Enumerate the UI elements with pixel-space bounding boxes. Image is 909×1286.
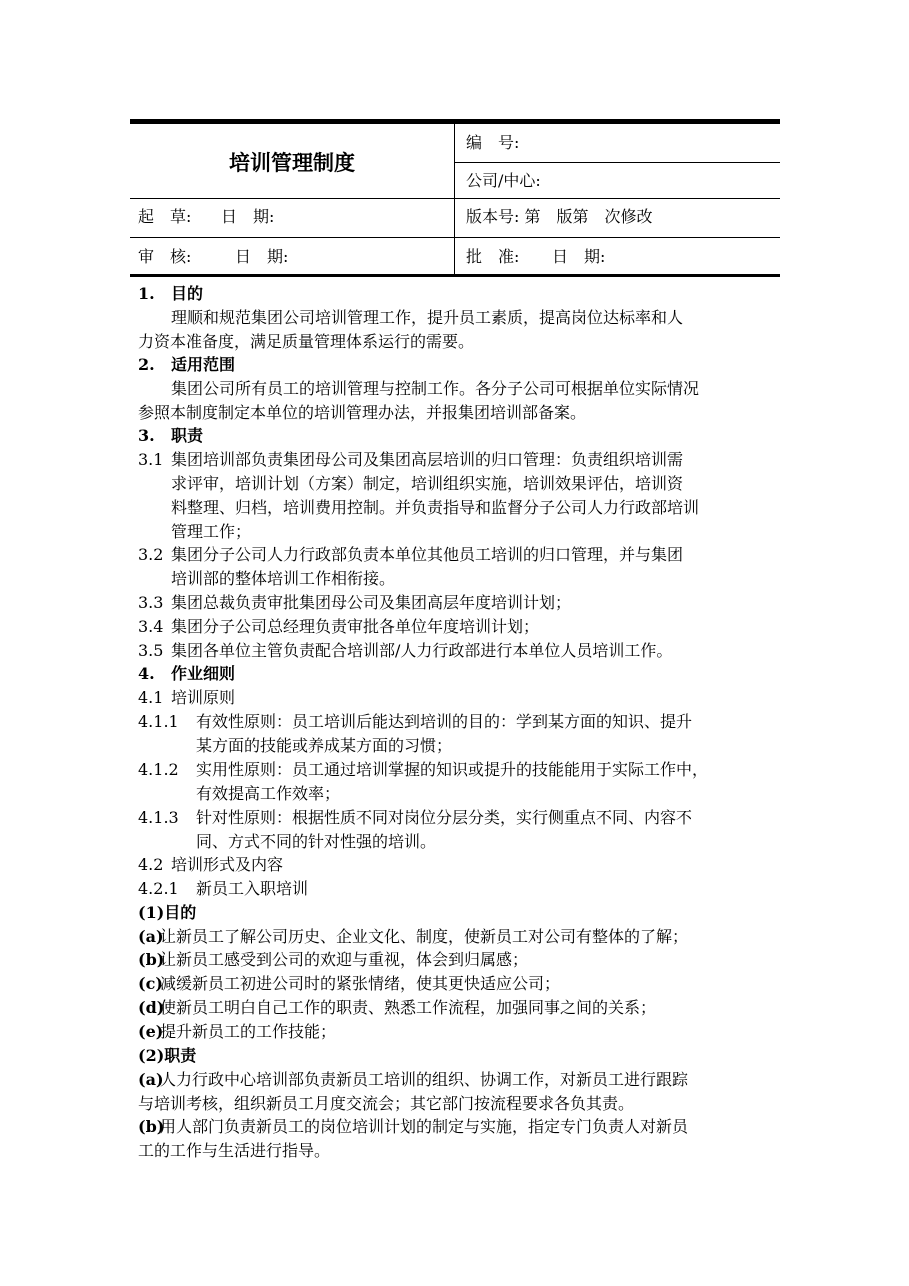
approver-label: 批 准:: [466, 247, 520, 266]
item-number: 4.1.1: [138, 712, 179, 731]
item-line: 集团分子公司总经理负责审批各单位年度培训计划；: [171, 617, 540, 636]
item-number: 3.2: [138, 545, 164, 564]
section-heading: 职责: [171, 426, 204, 445]
section-heading: 目的: [171, 284, 204, 303]
item-line: 有效性原则：员工培训后能达到培训的目的：学到某方面的知识、提升: [196, 712, 693, 731]
section-number: 2.: [138, 355, 155, 374]
header-divider: [130, 237, 780, 238]
item-number: 3.3: [138, 593, 164, 612]
approve-date-label: 日 期:: [552, 247, 606, 266]
item-line: 实用性原则：员工通过培训掌握的知识或提升的技能能用于实际工作中，: [196, 760, 709, 779]
item-number: 3.4: [138, 617, 164, 636]
list-tag: (e): [138, 1022, 164, 1041]
item-number: 3.1: [138, 450, 164, 469]
paragraph-line: 集团公司所有员工的培训管理与控制工作。各分子公司可根据单位实际情况: [171, 379, 700, 398]
version-label: 版本号: 第 版第 次修改: [466, 207, 653, 226]
list-item: 让新员工感受到公司的欢迎与重视，体会到归属感；: [160, 950, 529, 969]
list-tag: (a): [138, 927, 164, 946]
sub-heading: (2)职责: [138, 1046, 197, 1065]
header-bottom-rule: [130, 274, 780, 277]
list-item-continuation: 与培训考核，组织新员工月度交流会；其它部门按流程要求各负其责。: [138, 1094, 635, 1113]
item-number: 3.5: [138, 641, 164, 660]
company-center-label: 公司/中心:: [466, 171, 541, 190]
item-line: 有效提高工作效率；: [196, 784, 341, 803]
list-item: 使新员工明白自己工作的职责、熟悉工作流程，加强同事之间的关系；: [160, 998, 657, 1017]
list-item: 提升新员工的工作技能；: [160, 1022, 337, 1041]
header-column-divider: [454, 124, 455, 274]
sub-heading: (1)目的: [138, 903, 197, 922]
section-number: 4.: [138, 664, 155, 683]
drafter-label: 起 草:: [138, 207, 192, 226]
section-heading: 适用范围: [171, 355, 236, 374]
paragraph-line: 理顺和规范集团公司培训管理工作，提升员工素质，提高岗位达标率和人: [171, 308, 684, 327]
subsection-number: 4.2: [138, 855, 164, 874]
item-number: 4.1.2: [138, 760, 179, 779]
list-item-continuation: 工的工作与生活进行指导。: [138, 1141, 331, 1160]
reviewer-label: 审 核:: [138, 247, 192, 266]
item-line: 集团分子公司人力行政部负责本单位其他员工培训的归口管理，并与集团: [171, 545, 684, 564]
item-line: 料整理、归档，培训费用控制。并负责指导和监督分子公司人力行政部培训: [171, 498, 700, 517]
item-line: 管理工作；: [171, 522, 252, 541]
list-item: 让新员工了解公司历史、企业文化、制度，使新员工对公司有整体的了解；: [160, 927, 689, 946]
list-tag: (d): [138, 998, 165, 1017]
subsection-number: 4.1: [138, 688, 164, 707]
list-item: 人力行政中心培训部负责新员工培训的组织、协调工作，对新员工进行跟踪: [160, 1070, 689, 1089]
item-line: 同、方式不同的针对性强的培训。: [196, 832, 437, 851]
section-number: 1.: [138, 284, 155, 303]
item-line: 某方面的技能或养成某方面的习惯；: [196, 736, 453, 755]
list-tag: (a): [138, 1070, 164, 1089]
document-title: 培训管理制度: [229, 150, 355, 175]
list-tag: (b): [138, 950, 165, 969]
header-top-rule: [130, 119, 780, 124]
list-tag: (c): [138, 974, 163, 993]
doc-code-label: 编 号:: [466, 133, 520, 152]
subsection-heading: 培训形式及内容: [171, 855, 284, 874]
draft-date-label: 日 期:: [221, 207, 275, 226]
paragraph-line: 力资本准备度，满足质量管理体系运行的需要。: [138, 332, 475, 351]
list-tag: (b): [138, 1117, 165, 1136]
header-divider: [455, 162, 780, 163]
item-line: 求评审，培训计划（方案）制定，培训组织实施，培训效果评估，培训资: [171, 474, 684, 493]
item-number: 4.2.1: [138, 879, 179, 898]
item-heading: 新员工入职培训: [196, 879, 309, 898]
item-line: 集团培训部负责集团母公司及集团高层培训的归口管理：负责组织培训需: [171, 450, 684, 469]
item-line: 针对性原则：根据性质不同对岗位分层分类，实行侧重点不同、内容不: [196, 808, 693, 827]
list-item: 减缓新员工初进公司时的紧张情绪，使其更快适应公司；: [160, 974, 561, 993]
section-number: 3.: [138, 426, 155, 445]
item-line: 集团总裁负责审批集团母公司及集团高层年度培训计划；: [171, 593, 572, 612]
header-divider: [130, 198, 780, 199]
paragraph-line: 参照本制度制定本单位的培训管理办法，并报集团培训部备案。: [138, 403, 587, 422]
section-heading: 作业细则: [171, 664, 236, 683]
list-item: 用人部门负责新员工的岗位培训计划的制定与实施，指定专门负责人对新员: [160, 1117, 689, 1136]
item-number: 4.1.3: [138, 808, 179, 827]
review-date-label: 日 期:: [235, 247, 289, 266]
item-line: 培训部的整体培训工作相衔接。: [171, 569, 396, 588]
subsection-heading: 培训原则: [171, 688, 236, 707]
item-line: 集团各单位主管负责配合培训部/人力行政部进行本单位人员培训工作。: [171, 641, 673, 660]
